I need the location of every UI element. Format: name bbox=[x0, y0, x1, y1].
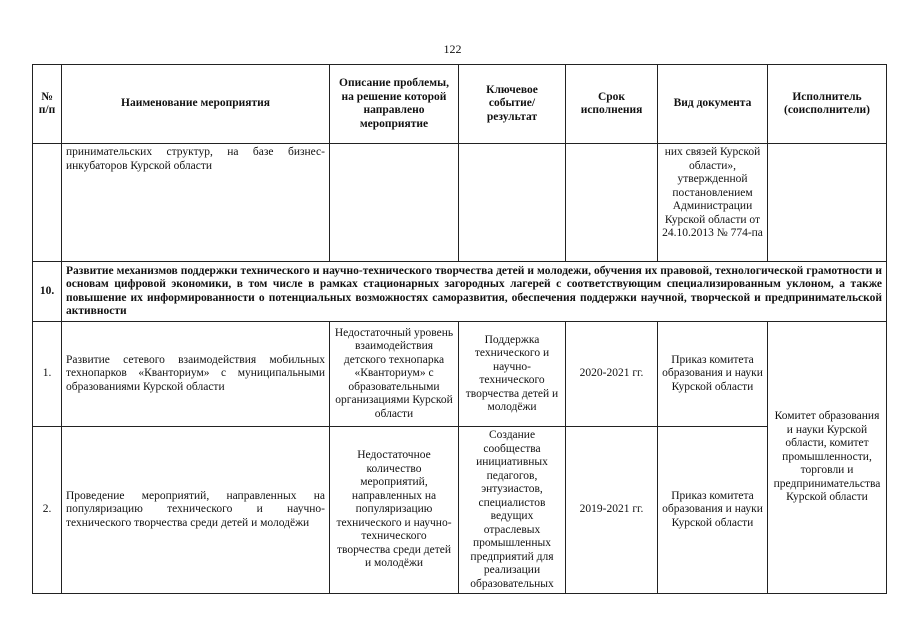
section-title: Развитие механизмов поддержки технического и научно-технического творчества детей и молодежи, обучения их правовой, технологической грамотности и основам цифровой экономики, в том числе в рамках стационарных загородных лагерей с соответствующим специализированным уклоном, а также повышение их информированности о потенциальных возможностях саморазвития, обеспечения поддержки научной, творческой и предпринимательской активности bbox=[62, 262, 887, 322]
row-1-event: Поддержка технического и научно-технического творчества детей и молодёжи bbox=[459, 322, 566, 427]
continued-doc: них связей Курской области», утвержденной постановлением Администрации Курской области от 24.10.2013 № 774-па bbox=[658, 144, 768, 262]
table-row bbox=[33, 322, 887, 427]
row-1-problem: Недостаточный уровень взаимодействия детского технопарка «Кванториум» с образовательными организациями Курской области bbox=[330, 322, 459, 427]
row-2-event: Создание сообщества инициативных педагогов, энтузиастов, специалистов ведущих отраслевых промышленных предприятий для реализации образовательных bbox=[459, 427, 566, 594]
row-2-doc: Приказ комитета образования и науки Курской области bbox=[658, 427, 768, 594]
continued-name: принимательских структур, на базе бизнес-инкубаторов Курской области bbox=[62, 144, 330, 262]
page-number: 122 bbox=[443, 42, 462, 56]
row-1-doc: Приказ комитета образования и науки Курской области bbox=[658, 322, 768, 427]
row-2-name: Проведение мероприятий, направленных на популяризацию технического и научно-технического творчества среди детей и молодёжи bbox=[62, 427, 330, 594]
section-num: 10. bbox=[33, 262, 62, 322]
continued-row bbox=[33, 144, 887, 262]
header-row bbox=[33, 65, 887, 144]
row-2-num: 2. bbox=[33, 427, 62, 594]
row-1-term: 2020-2021 гг. bbox=[566, 322, 658, 427]
section-row bbox=[33, 262, 887, 322]
row-1-name: Развитие сетевого взаимодействия мобильных технопарков «Кванториум» с муниципальными образованиями Курской области bbox=[62, 322, 330, 427]
continued-problem bbox=[330, 144, 459, 262]
table-row bbox=[33, 427, 887, 594]
header-event: Ключевое событие/ результат bbox=[459, 65, 566, 144]
header-executor: Исполнитель (соисполнители) bbox=[768, 65, 887, 144]
header-problem: Описание проблемы, на решение которой направлено мероприятие bbox=[330, 65, 459, 144]
row-1-num: 1. bbox=[33, 322, 62, 427]
header-num: № п/п bbox=[33, 65, 62, 144]
header-name: Наименование мероприятия bbox=[62, 65, 330, 144]
measures-table bbox=[32, 64, 887, 594]
row-2-term: 2019-2021 гг. bbox=[566, 427, 658, 594]
header-term: Срок исполнения bbox=[566, 65, 658, 144]
shared-executor: Комитет образования и науки Курской области, комитет промышленности, торговли и предпринимательства Курской области bbox=[768, 322, 887, 594]
continued-executor bbox=[768, 144, 887, 262]
continued-num bbox=[33, 144, 62, 262]
row-2-problem: Недостаточное количество мероприятий, направленных на популяризацию технического и научно-технического творчества среди детей и молодёжи bbox=[330, 427, 459, 594]
continued-term bbox=[566, 144, 658, 262]
continued-event bbox=[459, 144, 566, 262]
header-doc: Вид документа bbox=[658, 65, 768, 144]
